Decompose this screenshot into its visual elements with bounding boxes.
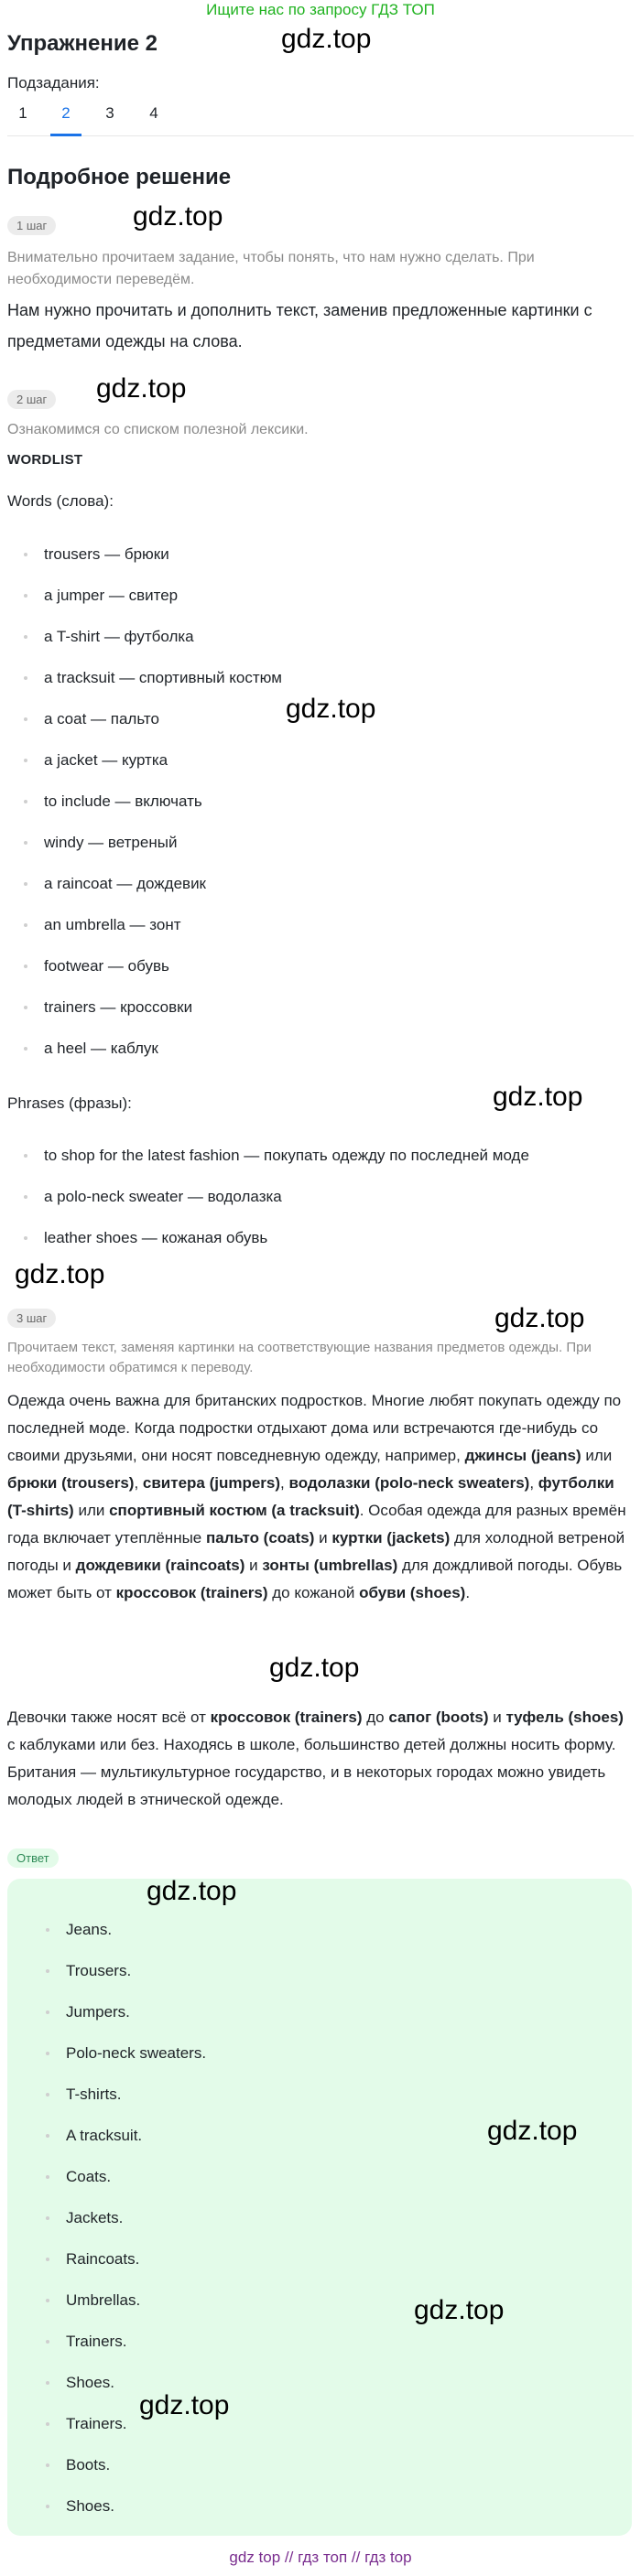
answer-paragraph-2 [7,1704,632,1814]
watermark: gdz.top [96,373,187,404]
highlight-term: свитера (jumpers) [142,1474,281,1492]
highlight-term: водолазки (polo-neck sweaters) [288,1474,530,1492]
tab-4[interactable]: 4 [149,104,158,122]
list-item: Jackets. [29,2197,579,2238]
list-item: Shoes. [29,2362,579,2403]
list-item: Jeans. [29,1909,579,1950]
tab-1[interactable]: 1 [18,104,27,122]
answer-paragraph-1 [7,1387,632,1607]
text-run: и [488,1708,506,1726]
list-item: Shoes. [29,2485,579,2527]
list-item: Polo-neck sweaters. [29,2032,579,2074]
highlight-term: брюки (trousers) [7,1474,135,1492]
watermark: gdz.top [494,1303,585,1333]
list-item: trainers — кроссовки [7,986,557,1028]
text-run: . Особая одежда для разных времён года включает утеплённые [7,1502,626,1547]
text-run: Девочки также носят всё от [7,1708,211,1726]
watermark: gdz.top [487,2116,578,2146]
list-item: Trainers. [29,2403,579,2444]
highlight-term: кроссовок (trainers) [210,1708,363,1726]
text-run: или [73,1502,110,1519]
text-run: , [280,1474,289,1492]
text-run: Одежда очень важна для британских подростков. Многие любят покупать одежду по последней моде. Когда подростки отдыхают дома или встречаются где-нибудь со своими друзьями, они носят повседневную одежду, например, [7,1392,622,1464]
page-title: Упражнение 2 [7,31,158,56]
watermark: gdz.top [493,1082,583,1112]
watermark: gdz.top [286,694,376,724]
text-run: и [314,1529,332,1547]
highlight-term: джинсы (jeans) [464,1447,581,1464]
subtasks-label: Подзадания: [7,74,100,92]
list-item: a T-shirt — футболка [7,616,557,657]
answer-list [29,1909,579,2527]
text-run: для дождливой погоды. Обувь может быть от [7,1557,623,1601]
highlight-term: дождевики (raincoats) [75,1557,245,1574]
list-item: a jacket — куртка [7,739,557,781]
list-item: Umbrellas. [29,2280,579,2321]
text-run: с каблуками или без. Находясь в школе, большинство детей должны носить форму. Британия — мультикультурное государство, и в некоторых городах можно увидеть молодых людей в этнической одежде. [7,1736,616,1808]
solution-heading: Подробное решение [7,165,232,189]
answer-badge: Ответ [7,1848,59,1868]
step-hint: Прочитаем текст, заменяя картинки на соответствующие названия предметов одежды. При необходимости обратимся к переводу. [7,1340,592,1375]
highlight-term: туфель (shoes) [505,1708,624,1726]
step-badge: 1 шаг [7,216,56,235]
watermark: gdz.top [139,2390,230,2420]
highlight-term: зонты (umbrellas) [262,1557,398,1574]
list-item: Trousers. [29,1950,579,1991]
wordlist-title: WORDLIST [7,452,83,468]
list-item: A tracksuit. [29,2115,579,2156]
step-hint: Внимательно прочитаем задание, чтобы понять, что нам нужно сделать. При необходимости переведём. [7,250,535,287]
list-item: Raincoats. [29,2238,579,2280]
list-item: leather shoes — кожаная обувь [7,1217,630,1258]
highlight-term: обуви (shoes) [359,1584,466,1601]
list-item: Trainers. [29,2321,579,2362]
words-label: Words (слова): [7,492,114,510]
phrases-label: Phrases (фразы): [7,1094,132,1112]
highlight-term: спортивный костюм (a tracksuit) [109,1502,360,1519]
highlight-term: сапог (boots) [388,1708,489,1726]
list-item: a heel — каблук [7,1028,557,1069]
watermark: gdz.top [269,1653,360,1683]
phrases-list [7,1135,630,1258]
list-item: to shop for the latest fashion — покупать одежду по последней моде [7,1135,630,1176]
step-badge: 2 шаг [7,390,56,409]
subtask-tabs [7,99,634,136]
highlight-term: футболки (T-shirts) [7,1474,614,1519]
list-item: trousers — брюки [7,534,557,575]
list-item: a jumper — свитер [7,575,557,616]
watermark: gdz.top [414,2295,505,2325]
text-run: , [134,1474,143,1492]
list-item: a coat — пальто [7,698,557,739]
watermark: gdz.top [133,201,223,232]
watermark: gdz.top [281,24,372,54]
footer-links[interactable]: gdz top // гдз топ // гдз top [229,2549,412,2566]
step-text: Нам нужно прочитать и дополнить текст, заменив предложенные картинки с предметами одежды на слова. [7,301,592,350]
text-run: до кожаной [267,1584,360,1601]
step-badge: 3 шаг [7,1309,56,1328]
list-item: to include — включать [7,781,557,822]
top-banner: Ищите нас по запросу ГДЗ ТОП [206,1,435,18]
list-item: a raincoat — дождевик [7,863,557,904]
text-run: или [581,1447,613,1464]
text-run: для холодной ветреной погоды и [7,1529,625,1574]
highlight-term: куртки (jackets) [331,1529,451,1547]
text-run: , [529,1474,538,1492]
text-run: . [465,1584,471,1601]
list-item: T-shirts. [29,2074,579,2115]
list-item: Coats. [29,2156,579,2197]
watermark: gdz.top [147,1876,237,1906]
watermark: gdz.top [15,1259,105,1289]
list-item: footwear — обувь [7,945,557,986]
highlight-term: кроссовок (trainers) [115,1584,268,1601]
text-run: до [362,1708,389,1726]
tab-3[interactable]: 3 [105,104,114,122]
list-item: a polo-neck sweater — водолазка [7,1176,630,1217]
list-item: Boots. [29,2444,579,2485]
tab-2[interactable]: 2 [50,104,81,136]
list-item: a tracksuit — спортивный костюм [7,657,557,698]
highlight-term: пальто (coats) [205,1529,315,1547]
list-item: Jumpers. [29,1991,579,2032]
words-list [7,534,557,1069]
list-item: an umbrella — зонт [7,904,557,945]
list-item: windy — ветреный [7,822,557,863]
step-hint: Ознакомимся со списком полезной лексики. [7,422,309,437]
text-run: и [244,1557,263,1574]
